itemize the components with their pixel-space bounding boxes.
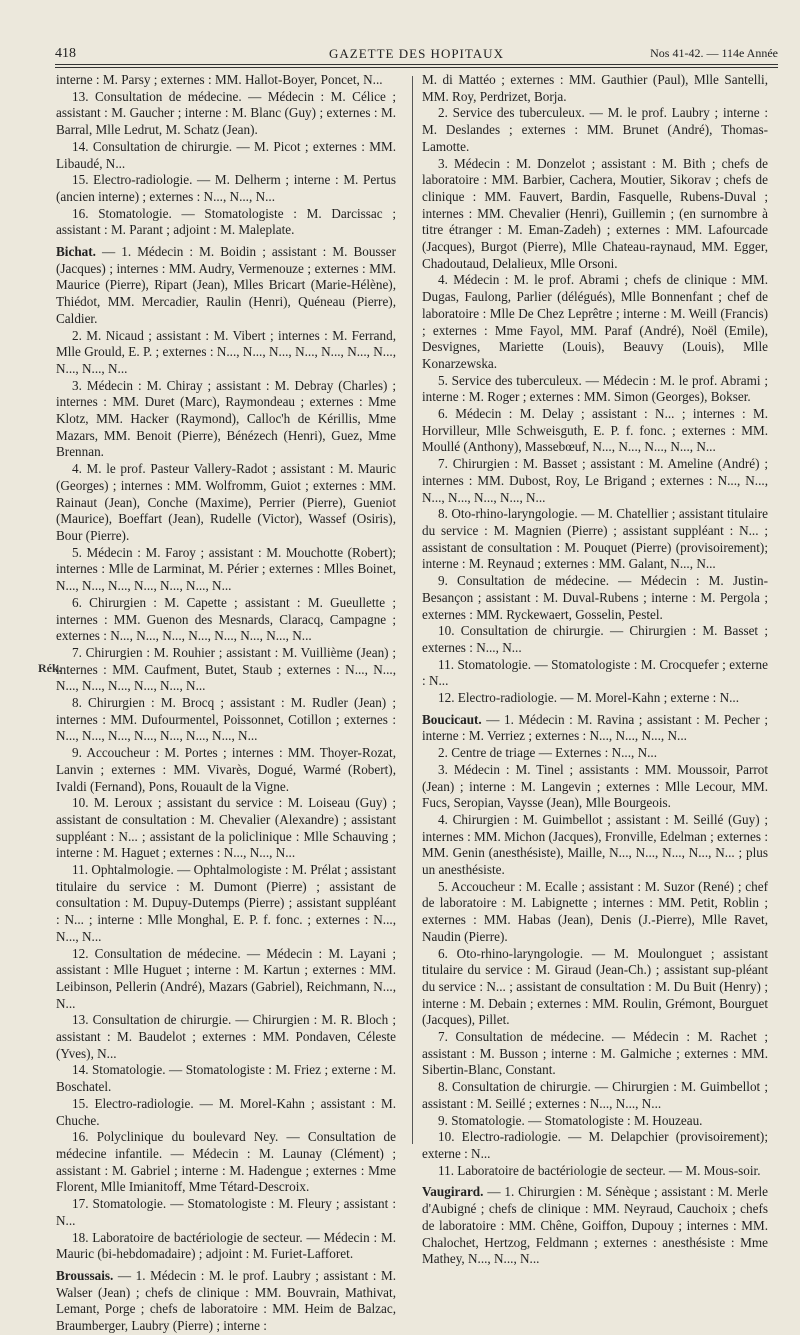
service-entry: 6. Médecin : M. Delay ; assistant : N... ; internes : M. Horvilleur, Mlle Schweisguth, E. P. f. fonc. ; externes : MM. Moullé (Anthony), Massebœuf, N..., N..., N..., N..., N... bbox=[422, 406, 768, 455]
header-rule-bottom bbox=[55, 67, 778, 68]
service-entry: 16. Polyclinique du boulevard Ney. — Consultation de médecine infantile. — Médecin : M. Launay (Clément) ; assistant : M. Gabriel ; interne : M. Hadengue ; externes : Mme Florent, Mlle Imianitoff, Mme Tétard-Descroix. bbox=[56, 1129, 396, 1195]
service-entry: 8. Oto-rhino-laryngologie. — M. Chatellier ; assistant titulaire du service : M. Magnien (Pierre) ; assistant suppléant : N... ; assistant de consultation : M. Pouquet (Pierre) (provisoirement); interne : M. Reynaud ; externes : MM. Galant, N..., N... bbox=[422, 506, 768, 572]
service-entry: 10. Consultation de chirurgie. — Chirurgien : M. Basset ; externes : N..., N... bbox=[422, 623, 768, 655]
hospital-section bbox=[422, 712, 768, 745]
service-entry: 5. Accoucheur : M. Ecalle ; assistant : M. Suzor (René) ; chef de laboratoire : M. Labignette ; internes : MM. Petit, Roblin ; externes : MM. Habas (Jean), Denis (J.-Pierre), Mlle Ravet, Naudin (Pierre). bbox=[422, 878, 768, 944]
service-entry: 7. Consultation de médecine. — Médecin : M. Rachet ; assistant : M. Busson ; interne : M. Galmiche ; externes : MM. Sibertin-Blanc, Constant. bbox=[422, 1029, 768, 1078]
service-entry: 15. Electro-radiologie. — M. Delherm ; interne : M. Pertus (ancien interne) ; externes : N..., N..., N... bbox=[56, 172, 396, 204]
service-entry: 3. Médecin : M. Tinel ; assistants : MM. Moussoir, Parrot (Jean) ; interne : M. Langevin ; externes : Mlle Lecour, MM. Fucs, Seropian, Vaysse (Jean), Mlle Bourgeois. bbox=[422, 761, 768, 811]
hospital-name: Vaugirard. bbox=[422, 1184, 484, 1200]
column-separator bbox=[412, 76, 413, 1144]
service-entry: 2. Service des tuberculeux. — M. le prof. Laubry ; interne : M. Deslandes ; externes : MM. Brunet (André), Thomas-Lamotte. bbox=[422, 105, 768, 154]
margin-annotation: Rék. bbox=[38, 661, 62, 675]
service-text: — 1. Médecin : M. Ravina ; assistant : M. Pecher ; interne : M. Verriez ; externes : N..., N..., N..., N... bbox=[422, 711, 768, 744]
service-entry: 14. Consultation de chirurgie. — M. Picot ; externes : MM. Libaudé, N... bbox=[56, 138, 396, 171]
header-rule-top bbox=[55, 64, 778, 65]
journal-title: GAZETTE DES HOPITAUX bbox=[329, 46, 504, 61]
hospital-name: Boucicaut. bbox=[422, 711, 482, 727]
continued-text: M. di Mattéo ; externes : MM. Gauthier (Paul), Mlle Santelli, MM. Roy, Perdrizet, Borja. bbox=[422, 72, 768, 104]
service-entry: 7. Chirurgien : M. Rouhier ; assistant : M. Vuillième (Jean) ; internes : MM. Caufment, Butet, Staub ; externes : N..., N..., N..., N..., N..., N..., N..., N... bbox=[56, 644, 396, 694]
service-entry: 5. Service des tuberculeux. — Médecin : M. le prof. Abrami ; interne : M. Roger ; externes : MM. Simon (Georges), Bokser. bbox=[422, 372, 768, 405]
service-entry: 17. Stomatologie. — Stomatologiste : M. Fleury ; assistant : N... bbox=[56, 1196, 396, 1228]
service-entry: 10. M. Leroux ; assistant du service : M. Loiseau (Guy) ; assistant de consultation : M. Chevalier (Alexandre) ; assistant suppléant : N... ; assistant de la policlinique : Mlle Schauving ; interne : M. Haguet ; externes : N..., N..., N... bbox=[56, 795, 396, 861]
service-entry: 13. Consultation de médecine. — Médecin : M. Célice ; assistant : M. Gaucher ; interne : M. Blanc (Guy) ; externes : M. Barral, Mlle Ledrut, M. Schatz (Jean). bbox=[56, 88, 396, 138]
page-header bbox=[55, 44, 778, 66]
hospital-section bbox=[56, 1268, 396, 1335]
hospital-name: Bichat. bbox=[56, 244, 96, 260]
service-entry: 7. Chirurgien : M. Basset ; assistant : M. Ameline (André) ; internes : MM. Dubost, Roy, Le Brigand ; externes : N..., N..., N..., N..., N..., N..., N... bbox=[422, 456, 768, 505]
service-entry: 3. Médecin : M. Chiray ; assistant : M. Debray (Charles) ; internes : MM. Duret (Marc), Raymondeau ; externes : Mme Klotz, MM. Hacker (Raymond), Calloc'h de Kérillis, Mme Mazars, MM. Benoit (Pierre), Bénézech (Henri), Guez, Mme Brennan. bbox=[56, 377, 396, 460]
service-entry: 9. Stomatologie. — Stomatologiste : M. Houzeau. bbox=[438, 1112, 703, 1128]
service-entry: 18. Laboratoire de bactériologie de secteur. — Médecin : M. Mauric (bi-hebdomadaire) ; adjoint : M. Furiet-Lafforet. bbox=[56, 1229, 396, 1262]
service-entry: 4. Chirurgien : M. Guimbellot ; assistant : M. Seillé (Guy) ; internes : MM. Michon (Jacques), Fronville, Edelman ; externes : MM. Genin (anesthésiste), Maille, N..., N..., N..., N..., N... ; plus un anesthésiste. bbox=[422, 811, 768, 878]
service-entry: 10. Electro-radiologie. — M. Delapchier (provisoirement); externe : N... bbox=[422, 1129, 768, 1161]
service-entry: 11. Ophtalmologie. — Ophtalmologiste : M. Prélat ; assistant titulaire du service : M. Dumont (Pierre) ; assistant de consultation : M. Dupuy-Dutemps (Pierre) ; assistant suppléant : N... ; interne : Mlle Monghal, E. P. f. fonc. ; externes : N..., N..., N... bbox=[56, 862, 396, 944]
service-entry: 8. Chirurgien : M. Brocq ; assistant : M. Rudler (Jean) ; internes : MM. Dufourmentel, Poissonnet, Cotillon ; externes : N..., N..., N..., N..., N..., N..., N..., N... bbox=[56, 695, 396, 744]
hospital-name: Broussais. bbox=[56, 1267, 114, 1283]
service-entry: 8. Consultation de chirurgie. — Chirurgien : M. Guimbellot ; assistant : M. Seillé ; externes : N..., N..., N... bbox=[422, 1079, 768, 1111]
service-entry: 13. Consultation de chirurgie. — Chirurgien : M. R. Bloch ; assistant : M. Baudelot ; externes : MM. Pondaven, Céleste (Yves), N... bbox=[56, 1012, 396, 1061]
hospital-section bbox=[56, 244, 396, 328]
service-entry: 5. Médecin : M. Faroy ; assistant : M. Mouchotte (Robert); internes : Mlle de Larminat, M. Périer ; externes : Mlles Boinet, N..., N..., N..., N..., N..., N..., N... bbox=[56, 544, 396, 594]
page-number: 418 bbox=[55, 46, 76, 61]
service-entry: 6. Oto-rhino-laryngologie. — M. Moulonguet ; assistant titulaire du service : M. Giraud (Jean-Ch.) ; assistant sup-pléant du service : N... ; assistant de consultation : M. Du Buit (Henry) ; interne : M. Debain ; externes : MM. Roulin, Grémont, Bourguet (Jacques), Pillet. bbox=[422, 945, 768, 1028]
service-entry: 16. Stomatologie. — Stomatologiste : M. Darcissac ; assistant : M. Parant ; adjoint : M. Maleplate. bbox=[56, 205, 396, 238]
service-entry: 12. Consultation de médecine. — Médecin : M. Layani ; assistant : Mlle Huguet ; interne : M. Kartun ; externes : MM. Leibinson, Pellerin (André), Mazars (Gabriel), Reichmann, N..., N... bbox=[56, 945, 396, 1011]
service-entry: 4. M. le prof. Pasteur Vallery-Radot ; assistant : M. Mauric (Georges) ; internes : MM. Wolfromm, Guiot ; externes : MM. Rainaut (Jean), Conche (Maxime), Perrier (Pierre), Gueniot (Maurice), Boeffart (Jean), Rudelle (Victor), Wassef (Osiris), Bour (Pierre). bbox=[56, 461, 396, 543]
service-entry: 12. Electro-radiologie. — M. Morel-Kahn ; externe : N... bbox=[438, 690, 740, 706]
service-text: — 1. Chirurgien : M. Sénèque ; assistant : M. Merle d'Aubigné ; chefs de clinique : MM. Neyraud, Cauchoix ; chefs de laboratoire : MM. Chêne, Goiffon, Dupouy ; internes : MM. Chalochet, Hertzog, Feldmann ; externes : anesthésiste : Mme Mathey, N..., N..., N... bbox=[422, 1184, 768, 1267]
service-entry: 9. Accoucheur : M. Portes ; internes : MM. Thoyer-Rozat, Lanvin ; externes : MM. Vivarès, Dogué, Warmé (Robert), Ivaldi (Fernand), Pons, Rouault de la Vigne. bbox=[56, 745, 396, 794]
right-column bbox=[422, 72, 768, 1267]
service-entry: 3. Médecin : M. Donzelot ; assistant : M. Bith ; chefs de laboratoire : MM. Barbier, Cachera, Moutier, Sikorav ; chefs de clinique : MM. Fauvert, Bardin, Fasquelle, Rubens-Duval ; internes : MM. Chevalier (Henri), Guillemin ; (en surnombre à titre étranger : M. Eman-Zadeh) ; externes : MM. Lafourcade (Jacques), Burgot (Pierre), Mlle Chateau-raynaud, MM. Egger, Chadoutaud, Delalieux, Mlle Orsoni. bbox=[422, 155, 768, 271]
service-entry: 2. Centre de triage — Externes : N..., N... bbox=[438, 745, 657, 761]
service-entry: 11. Stomatologie. — Stomatologiste : M. Crocquefer ; externe : N... bbox=[422, 656, 768, 689]
service-entry: 14. Stomatologie. — Stomatologiste : M. Friez ; externe : M. Boschatel. bbox=[56, 1062, 396, 1095]
service-entry: 6. Chirurgien : M. Capette ; assistant : M. Gueullette ; internes : MM. Guenon des Mesnards, Claracq, Campagne ; externes : N..., N..., N..., N..., N..., N..., N..., N... bbox=[56, 594, 396, 644]
continued-text: interne : M. Parsy ; externes : MM. Hallot-Boyer, Poncet, N... bbox=[56, 72, 383, 87]
service-text: — 1. Médecin : M. Boidin ; assistant : M. Bousser (Jacques) ; internes : MM. Audry, Vermenouze ; externes : MM. Maurice (Pierre), Ripart (Jean), Mlles Bricart (Marie-Hélène), Thiédot, MM. Mercadier, Raulin (Henri), Quéneau (Pierre), Caldier. bbox=[56, 244, 396, 326]
issue-label: Nos 41-42. — 114e Année bbox=[650, 46, 778, 60]
service-entry: 4. Médecin : M. le prof. Abrami ; chefs de clinique : MM. Dugas, Faulong, Parlier (délégués), Mlle Bonnenfant ; chef de laboratoire : Mlle De Chez Leprêtre ; interne : M. Weill (Francis) ; externes : Mme Fayol, MM. Paraf (André), Noël (Emile), Desvignes, Mariette (Louis), Beauvy (Louis), Mlle Konarzewska. bbox=[422, 272, 768, 371]
service-text: — 1. Médecin : M. le prof. Laubry ; assistant : M. Walser (Jean) ; chefs de clinique : MM. Bouvrain, Mathivat, Lemant, Porge ; chefs de laboratoire : MM. Heim de Balzac, Braumberger, Laubry (Pierre) ; interne : bbox=[56, 1267, 396, 1334]
left-column bbox=[56, 72, 396, 1334]
service-entry: 15. Electro-radiologie. — M. Morel-Kahn ; assistant : M. Chuche. bbox=[56, 1095, 396, 1128]
service-entry: 11. Laboratoire de bactériologie de secteur. — M. Mous-soir. bbox=[438, 1162, 761, 1178]
service-entry: 9. Consultation de médecine. — Médecin : M. Justin-Besançon ; assistant : M. Duval-Rubens ; interne : M. Pergola ; externes : MM. Ryckewaert, Gosselin, Pestel. bbox=[422, 573, 768, 622]
service-entry: 2. M. Nicaud ; assistant : M. Vibert ; internes : M. Ferrand, Mlle Grould, E. P. ; externes : N..., N..., N..., N..., N..., N..., N..., N..., N..., N... bbox=[56, 327, 396, 376]
hospital-section bbox=[422, 1184, 768, 1268]
